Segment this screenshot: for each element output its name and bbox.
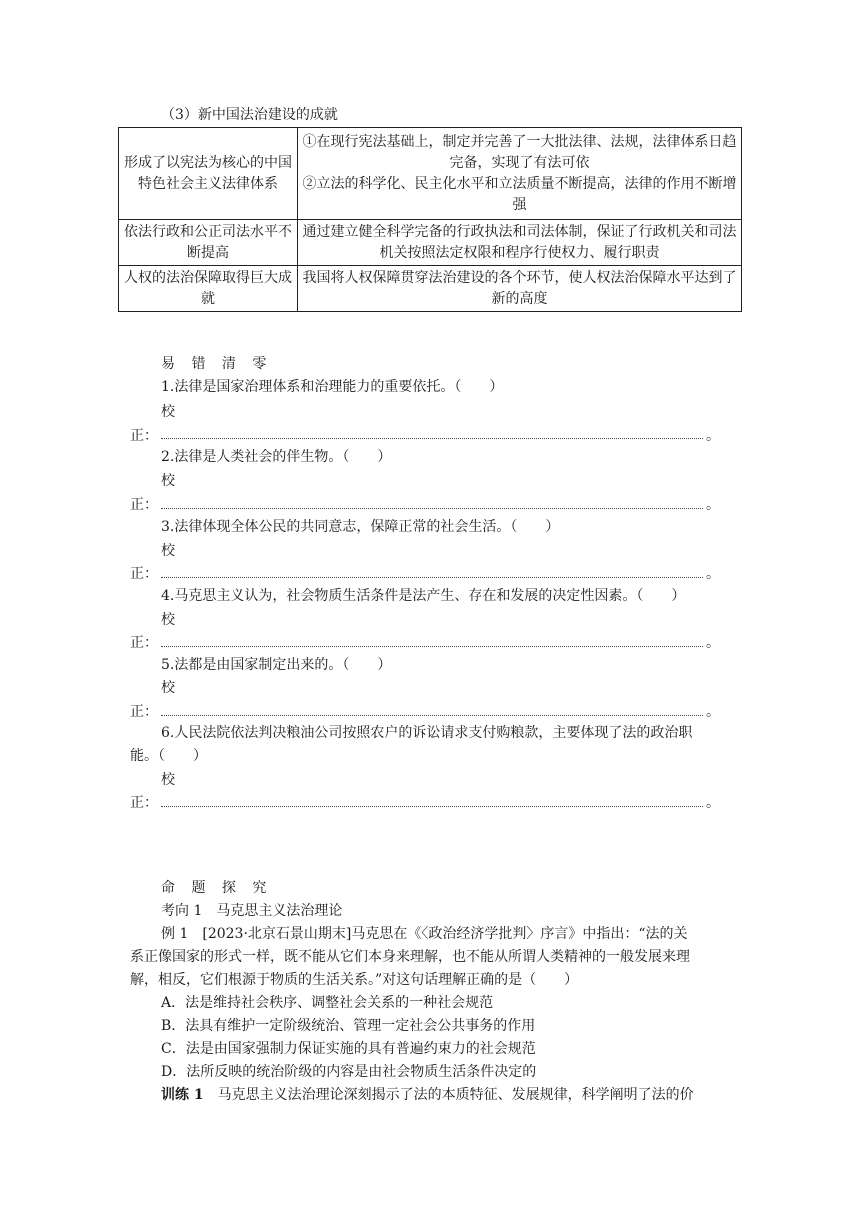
jiao-label: 校 (161, 473, 175, 489)
correction-line[interactable] (161, 646, 703, 647)
error-item-continuation: 能。（ ） (130, 748, 207, 764)
period: 。 (706, 566, 720, 582)
correction-line[interactable] (161, 806, 703, 807)
correction-line[interactable] (161, 577, 703, 578)
error-item: 2.法律是人类社会的伴生物。（ ） (161, 449, 392, 465)
zheng-label: 正： (130, 635, 158, 651)
correction-line[interactable] (161, 438, 703, 439)
cell-paragraph: 我国将人权保障贯穿法治建设的各个环节，使人权法治保障水平达到了新的高度 (302, 269, 737, 307)
zheng-label: 正： (130, 795, 158, 811)
jiao-label: 校 (161, 543, 175, 559)
error-item: 3.法律体现全体公民的共同意志，保障正常的社会生活。（ ） (161, 519, 560, 535)
table-cell-left: 形成了以宪法为核心的中国特色社会主义法律体系 (119, 128, 298, 220)
cell-paragraph: 通过建立健全科学完备的行政执法和司法体制，保证了行政机关和司法机关按照法定权限和程序行使权力、履行职责 (302, 223, 737, 261)
zheng-label: 正： (130, 497, 158, 513)
example-text: 系正像国家的形式一样，既不能从它们本身来理解，也不能从所谓人类精神的一般发展来理 (130, 949, 690, 965)
training-line (161, 1084, 694, 1104)
zheng-label: 正： (130, 428, 158, 444)
table-row (119, 266, 742, 312)
section-title: （3）新中国法治建设的成就 (161, 107, 338, 123)
period: 。 (706, 635, 720, 651)
period: 。 (706, 428, 720, 444)
error-item: 5.法都是由国家制定出来的。（ ） (161, 657, 392, 673)
table-cell-left: 依法行政和公正司法水平不断提高 (119, 220, 298, 266)
achievements-table (118, 127, 742, 312)
zheng-label: 正： (130, 566, 158, 582)
proposition-section-title: 命 题 探 究 (161, 880, 273, 896)
option-c: C．法是由国家强制力保证实施的具有普遍约束力的社会规范 (161, 1041, 536, 1057)
jiao-label: 校 (161, 404, 175, 420)
correction-line[interactable] (161, 715, 703, 716)
jiao-label: 校 (161, 772, 175, 788)
errors-section-title: 易 错 清 零 (161, 356, 273, 372)
option-b: B．法具有维护一定阶级统治、管理一定社会公共事务的作用 (161, 1018, 536, 1034)
jiao-label: 校 (161, 680, 175, 696)
cell-paragraph: ①在现行宪法基础上，制定并完善了一大批法律、法规，法律体系日趋完备，实现了有法可依 (302, 133, 737, 171)
error-item: 4.马克思主义认为，社会物质生活条件是法产生、存在和发展的决定性因素。（ ） (161, 588, 686, 604)
table-row (119, 128, 742, 220)
direction-heading: 考向 1 马克思主义法治理论 (161, 903, 343, 919)
table-cell-left: 人权的法治保障取得巨大成就 (119, 266, 298, 312)
period: 。 (706, 497, 720, 513)
period: 。 (706, 704, 720, 720)
period: 。 (706, 795, 720, 811)
example-text: 例 1 [2023·北京石景山期末]马克思在《〈政治经济学批判〉序言》中指出：“法的关 (161, 926, 688, 942)
error-item: 1.法律是国家治理体系和治理能力的重要依托。（ ） (161, 379, 504, 395)
option-d: D．法所反映的统治阶级的内容是由社会物质生活条件决定的 (161, 1064, 537, 1080)
table-cell-right (298, 128, 742, 220)
table-row (119, 220, 742, 266)
training-label: 训练 1 (161, 1087, 204, 1103)
jiao-label: 校 (161, 612, 175, 628)
error-item: 6.人民法院依法判决粮油公司按照农户的诉讼请求支付购粮款，主要体现了法的政治职 (161, 725, 693, 741)
example-text: 解，相反，它们根源于物质的生活关系。”对这句话理解正确的是（ ） (130, 972, 579, 988)
training-text: 马克思主义法治理论深刻揭示了法的本质特征、发展规律，科学阐明了法的价 (203, 1087, 694, 1103)
cell-paragraph: ②立法的科学化、民主化水平和立法质量不断提高，法律的作用不断增强 (302, 175, 737, 213)
option-a: A．法是维持社会秩序、调整社会关系的一种社会规范 (161, 995, 494, 1011)
table-cell-right (298, 266, 742, 312)
table-cell-right (298, 220, 742, 266)
zheng-label: 正： (130, 704, 158, 720)
correction-line[interactable] (161, 508, 703, 509)
